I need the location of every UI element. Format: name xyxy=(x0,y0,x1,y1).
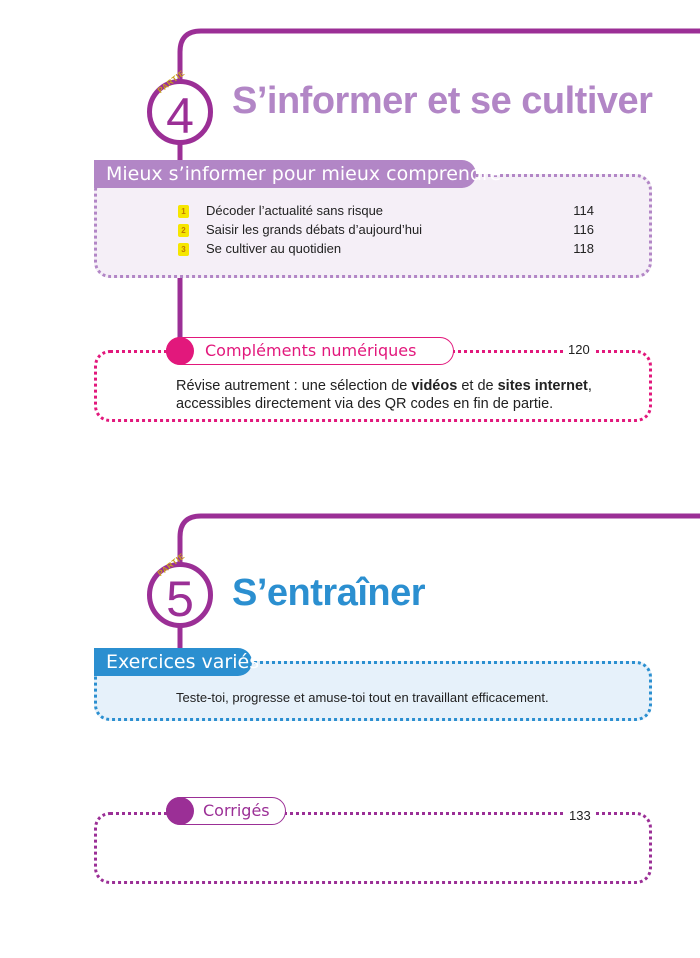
exercises-description: Teste-toi, progresse et amuse-toi tout en travaillant efficacement. xyxy=(176,690,549,705)
toc-item[interactable] xyxy=(178,220,594,240)
toc-item-page: 116 xyxy=(573,222,594,237)
complements-dot xyxy=(166,337,194,365)
part-number: 5 xyxy=(166,571,194,627)
part5-number-badge xyxy=(147,551,213,628)
toc-item[interactable] xyxy=(178,239,594,259)
complements-page: 120 xyxy=(565,342,593,357)
toc-item[interactable] xyxy=(178,201,594,221)
complements-pill[interactable] xyxy=(166,337,454,365)
desc-bold-videos: vidéos xyxy=(411,378,458,394)
part4-number-badge xyxy=(147,68,213,145)
corriges-label: Corrigés xyxy=(203,801,270,820)
desc-text: et de xyxy=(457,378,498,394)
toc-item-label: Décoder l’actualité sans risque xyxy=(206,203,384,218)
desc-bold-sites: sites internet xyxy=(497,378,588,394)
part4-section-tab: Mieux s’informer pour mieux comprendre xyxy=(94,160,476,188)
complements-description xyxy=(176,377,592,413)
desc-line2: accessibles directement via des QR codes en fin de partie. xyxy=(176,396,554,412)
complements-label: Compléments numériques xyxy=(205,341,417,360)
desc-text: , xyxy=(587,378,592,394)
partie-label: PARTIE xyxy=(156,68,187,96)
desc-text: Révise autrement : une sélection de xyxy=(176,378,412,394)
part5-title: S’entraîner xyxy=(232,572,426,614)
toc-item-number: 3 xyxy=(178,243,189,256)
part4-title: S’informer et se cultiver xyxy=(232,80,653,122)
toc-item-page: 114 xyxy=(573,203,594,218)
toc-item-number: 1 xyxy=(178,205,189,218)
toc-item-page: 118 xyxy=(573,241,594,256)
corriges-dot xyxy=(166,797,194,825)
part-number: 4 xyxy=(166,88,194,144)
toc-item-label: Saisir les grands débats d’aujourd’hui xyxy=(206,222,423,237)
part5-section-tab: Exercices variés xyxy=(94,648,252,676)
corriges-page: 133 xyxy=(566,808,594,823)
partie-label: PARTIE xyxy=(156,551,187,579)
toc-item-label: Se cultiver au quotidien xyxy=(206,241,342,256)
toc-item-number: 2 xyxy=(178,224,189,237)
